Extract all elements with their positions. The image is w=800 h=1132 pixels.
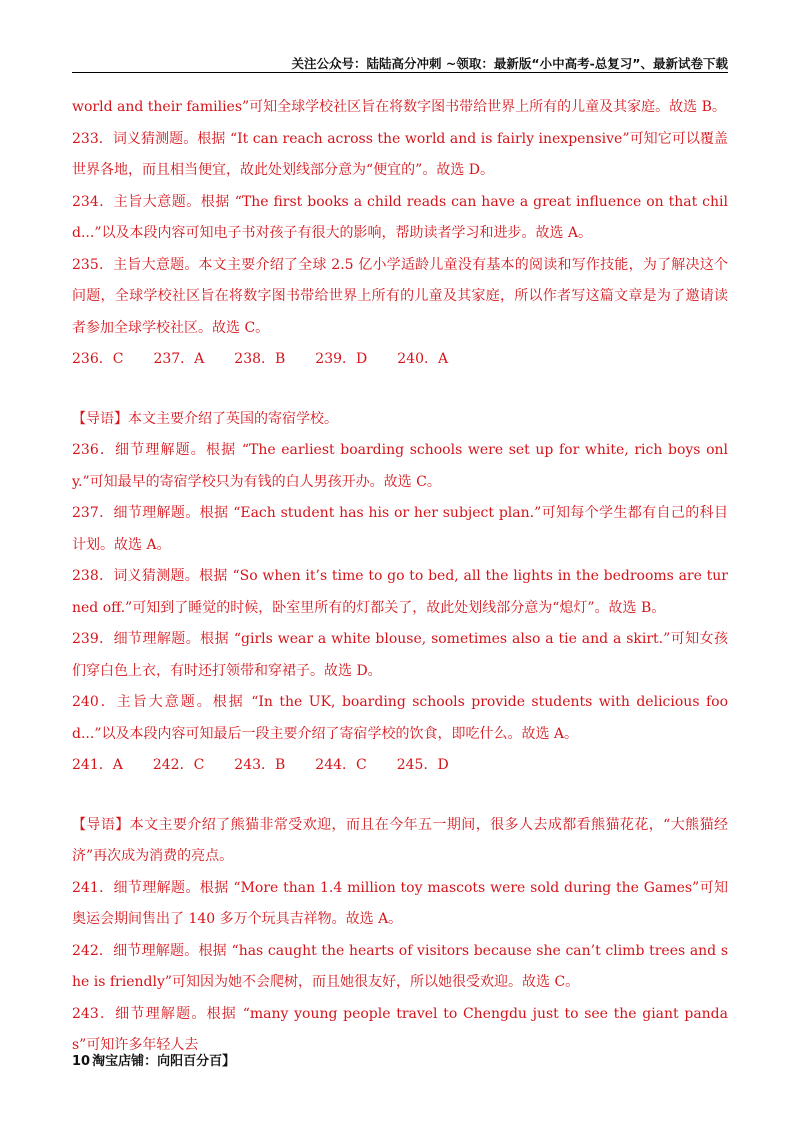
answer-item: 237．A	[153, 351, 205, 367]
explanation-paragraph: 237．细节理解题。根据 “Each student has his or her subject plan.”可知每个学生都有自己的科目计划。故选 A。	[72, 505, 728, 553]
answer-item: 236．C	[72, 351, 124, 367]
explanation-paragraph: 238．词义猜测题。根据 “So when it’s time to go to bed, all the lights in the bedrooms are turned off.”可知到了睡觉的时候，卧室里所有的灯都关了，故此处划线部分意为“熄灯”。故选 B。	[72, 568, 728, 616]
answer-item: 241．A	[72, 757, 123, 773]
answer-item: 244．C	[315, 757, 367, 773]
header-rule	[72, 72, 728, 73]
document-body	[72, 92, 728, 1062]
blank-spacer	[72, 376, 728, 404]
page-footer	[72, 1050, 235, 1069]
answer-item: 242．C	[152, 757, 205, 773]
shop-label: 淘宝店铺：向阳百分百】	[92, 1054, 236, 1069]
answer-key-line	[72, 750, 728, 782]
explanation-paragraph: 【导语】本文主要介绍了熊猫非常受欢迎，而且在今年五一期间，很多人去成都看熊猫花花，“大熊猫经济”再次成为消费的亮点。	[72, 816, 728, 864]
answer-key-line	[72, 344, 728, 376]
explanation-paragraph: 241．细节理解题。根据 “More than 1.4 million toy mascots were sold during the Games”可知奥运会期间售出了 140 多万个玩具吉祥物。故选 A。	[72, 879, 728, 927]
blank-spacer	[72, 782, 728, 810]
explanation-paragraph: 235．主旨大意题。本文主要介绍了全球 2.5 亿小学适龄儿童没有基本的阅读和写作技能，为了解决这个问题，全球学校社区旨在将数字图书带给世界上所有的儿童及其家庭，所以作者写这篇文章是为了邀请读者参加全球学校社区。故选 C。	[72, 256, 728, 336]
answer-item: 240．A	[397, 351, 449, 367]
explanation-paragraph: 239．细节理解题。根据 “girls wear a white blouse, sometimes also a tie and a skirt.”可知女孩们穿白色上衣，有时还打领带和穿裙子。故选 D。	[72, 631, 728, 679]
explanation-paragraph: world and their families”可知全球学校社区旨在将数字图书带给世界上所有的儿童及其家庭。故选 B。	[72, 99, 726, 115]
answer-item: 245．D	[396, 757, 449, 773]
explanation-paragraph: 233．词义猜测题。根据 “It can reach across the world and is fairly inexpensive”可知它可以覆盖世界各地，而且相当便宜，故此处划线部分意为“便宜的”。故选 D。	[72, 130, 728, 178]
explanation-paragraph: 236．细节理解题。根据 “The earliest boarding schools were set up for white, rich boys only.”可知最早的寄宿学校只为有钱的白人男孩开办。故选 C。	[72, 442, 728, 490]
explanation-paragraph: 243．细节理解题。根据 “many young people travel to Chengdu just to see the giant pandas”可知许多年轻人去	[72, 1005, 728, 1053]
answer-item: 238．B	[234, 351, 286, 367]
page-number: 10	[72, 1054, 91, 1069]
answer-item: 239．D	[315, 351, 368, 367]
explanation-paragraph: 234．主旨大意题。根据 “The first books a child reads can have a great influence on that child...”以及本段内容可知电子书对孩子有很大的影响，帮助读者学习和进步。故选 A。	[72, 193, 728, 241]
explanation-paragraph: 【导语】本文主要介绍了英国的寄宿学校。	[72, 410, 338, 427]
page-header: 关注公众号：陆陆高分冲刺 ~领取：最新版“小中高考-总复习”、最新试卷下载	[291, 56, 728, 71]
answer-item: 243．B	[234, 757, 286, 773]
explanation-paragraph: 240．主旨大意题。根据 “In the UK, boarding schools provide students with delicious food...”以及本段内容可知最后一段主要介绍了寄宿学校的饮食，即吃什么。故选 A。	[72, 694, 728, 742]
explanation-paragraph: 242．细节理解题。根据 “has caught the hearts of visitors because she can’t climb trees and she is friendly”可知因为她不会爬树，而且她很友好，所以她很受欢迎。故选 C。	[72, 942, 728, 990]
